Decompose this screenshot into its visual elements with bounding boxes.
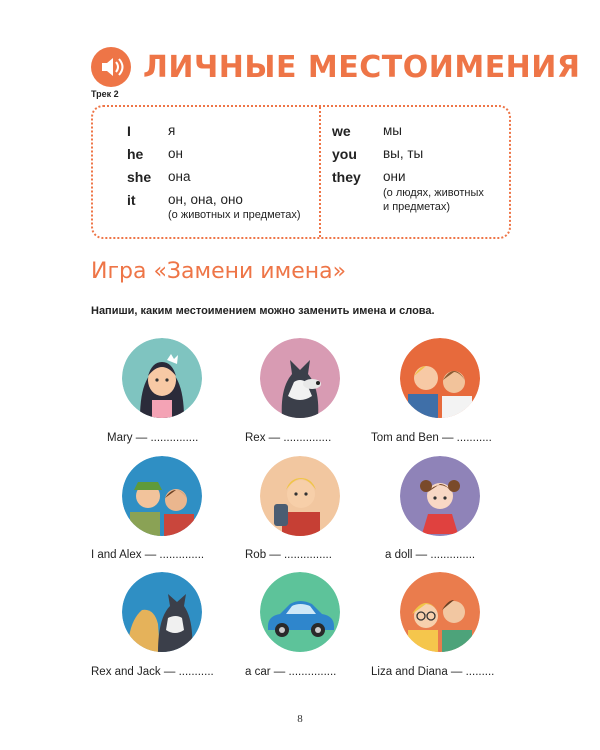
page-title: ЛИЧНЫЕ МЕСТОИМЕНИЯ: [143, 50, 581, 85]
boy-backpack-picture: [260, 456, 340, 536]
two-dogs-picture: [122, 572, 202, 652]
pronoun-ru: они: [383, 169, 406, 184]
pronoun-ru: мы: [383, 123, 402, 138]
pronoun-ru: вы, ты: [383, 146, 424, 161]
two-boys-picture: [400, 338, 480, 418]
two-girls-picture: [400, 572, 480, 652]
girl-picture: [122, 338, 202, 418]
game-title: Игра «Замени имена»: [91, 259, 347, 284]
pronoun-en: we: [332, 123, 351, 139]
pronoun-table-divider: [319, 107, 321, 237]
pronoun-en: it: [127, 192, 136, 208]
pronoun-table: [91, 105, 511, 239]
pronoun-en: I: [127, 123, 131, 139]
pronoun-ru: он: [168, 146, 183, 161]
pronoun-en: she: [127, 169, 152, 185]
item-label: I and Alex — ..............: [91, 549, 205, 561]
speaker-icon[interactable]: [91, 47, 131, 87]
pronoun-note: и предметах): [383, 201, 451, 213]
husky-picture: [260, 338, 340, 418]
item-label: a car — ...............: [245, 666, 337, 678]
pronoun-note: (о животных и предметах): [168, 209, 301, 221]
item-label: Mary — ...............: [107, 432, 199, 444]
track-label: Трек 2: [91, 89, 119, 99]
pronoun-note: (о людях, животных: [383, 187, 484, 199]
item-label: Tom and Ben — ...........: [371, 432, 492, 444]
pronoun-en: they: [332, 169, 361, 185]
car-picture: [260, 572, 340, 652]
item-label: Liza and Diana — .........: [371, 666, 495, 678]
two-boys-cap-picture: [122, 456, 202, 536]
pronoun-en: you: [332, 146, 357, 162]
page-number: 8: [297, 713, 303, 725]
item-label: a doll — ..............: [385, 549, 476, 561]
item-label: Rex and Jack — ...........: [91, 666, 214, 678]
doll-picture: [400, 456, 480, 536]
pronoun-ru: он, она, оно: [168, 192, 243, 207]
pronoun-ru: она: [168, 169, 191, 184]
item-label: Rex — ...............: [245, 432, 332, 444]
instruction: Напиши, каким местоимением можно заменить имена и слова.: [91, 305, 435, 317]
pronoun-ru: я: [168, 123, 176, 138]
item-label: Rob — ...............: [245, 549, 332, 561]
pronoun-en: he: [127, 146, 144, 162]
